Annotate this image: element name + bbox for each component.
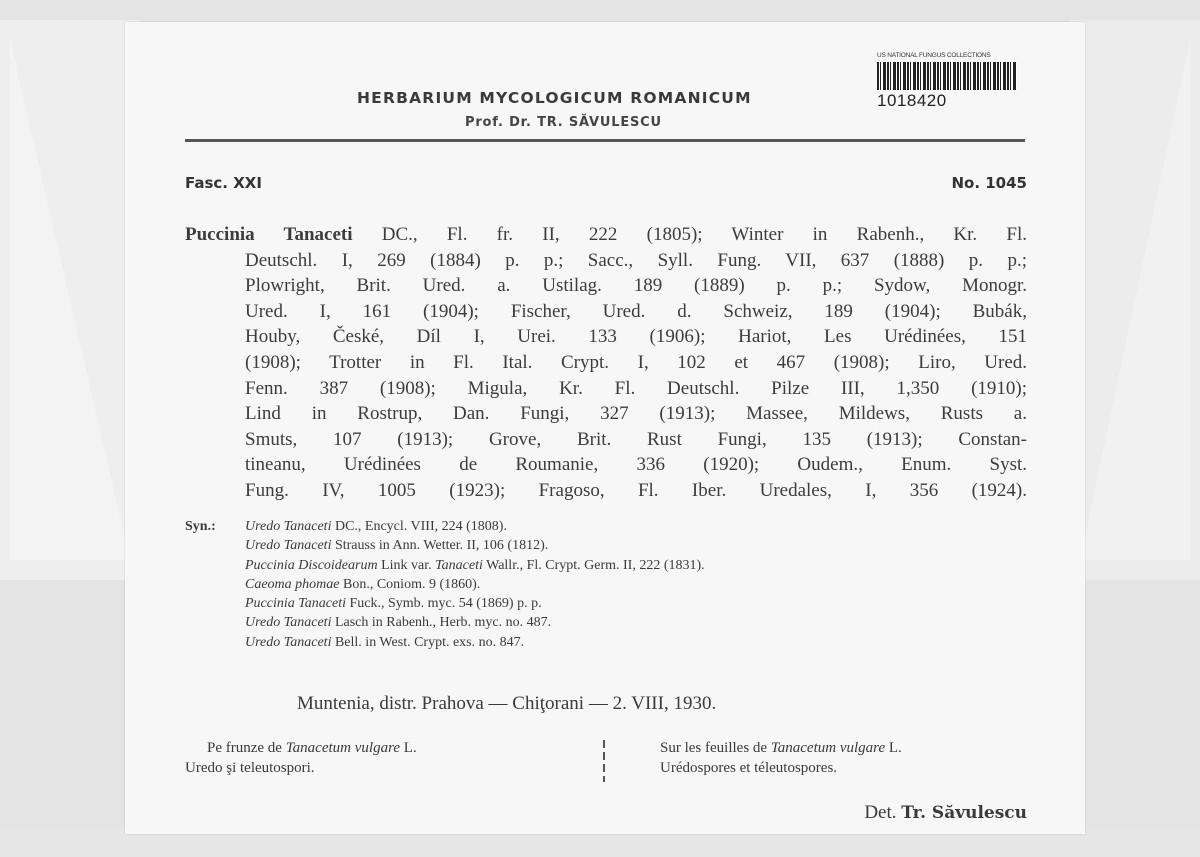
reference-line: Puccinia Tanaceti DC., Fl. fr. II, 222 (1805); Winter in Rabenh., Kr. Fl.: [185, 224, 1027, 245]
synonym-line: Caeoma phomae Bon., Coniom. 9 (1860).: [245, 576, 481, 592]
herbarium-title: HERBARIUM MYCOLOGICUM ROMANICUM: [357, 89, 752, 107]
reference-line: Fenn. 387 (1908); Migula, Kr. Fl. Deutschl. Pilze III, 1,350 (1910);: [245, 377, 1027, 399]
reference-line: Plowright, Brit. Ured. a. Ustilag. 189 (1889) p. p.; Sydow, Monogr.: [245, 275, 1027, 297]
barcode-number: 1018420: [877, 91, 947, 110]
reference-line: Houby, České, Díl I, Urei. 133 (1906); Hariot, Les Urédinées, 151: [245, 326, 1027, 348]
host-romanian: Pe frunze de Tanacetum vulgare L. Uredo şi teleutospori.: [185, 740, 417, 776]
herbarium-label: [125, 22, 1085, 834]
reference-line: Smuts, 107 (1913); Grove, Brit. Rust Fungi, 135 (1913); Constan-: [245, 428, 1027, 450]
fascicle-label: Fasc. XXI: [185, 174, 262, 192]
synonyms-label: Syn.:: [185, 519, 216, 534]
host-species: Tanacetum vulgare: [770, 740, 886, 756]
host-french: Sur les feuilles de Tanacetum vulgare L. Urédospores et téleutospores.: [660, 740, 902, 776]
synonym-line: Uredo Tanaceti Bell. in West. Crypt. exs. no. 847.: [245, 634, 525, 650]
reference-line: (1908); Trotter in Fl. Ital. Crypt. I, 102 et 467 (1908); Liro, Ured.: [245, 351, 1027, 373]
determination: Det. Tr. Săvulescu: [864, 802, 1027, 823]
envelope-flap-right: [1080, 40, 1190, 560]
synonym-line: Syn.: Uredo Tanaceti DC., Encycl. VIII, 224 (1808).: [185, 517, 1045, 536]
reference-line: Lind in Rostrup, Dan. Fungi, 327 (1913); Massee, Mildews, Rusts a.: [245, 403, 1027, 425]
barcode-institution: US NATIONAL FUNGUS COLLECTIONS: [877, 52, 991, 59]
herbarium-subtitle: Prof. Dr. TR. SĂVULESCU: [465, 115, 662, 130]
header-rule: [185, 139, 1025, 142]
envelope-flap-left: [10, 40, 130, 560]
determiner-name: Tr. Săvulescu: [901, 803, 1027, 823]
host-species: Tanacetum vulgare: [285, 740, 401, 756]
barcode-block: [877, 52, 1025, 112]
main-reference: [185, 222, 1027, 504]
specimen-number: No. 1045: [951, 174, 1027, 192]
reference-line: Ured. I, 161 (1904); Fischer, Ured. d. Schweiz, 189 (1904); Bubák,: [245, 300, 1027, 322]
column-divider: [603, 740, 605, 782]
barcode-bars: [877, 62, 1017, 90]
reference-line: Fung. IV, 1005 (1923); Fragoso, Fl. Iber. Uredales, I, 356 (1924).: [245, 479, 1027, 501]
synonym-line: Puccinia Discoidearum Link var. Tanaceti Wallr., Fl. Crypt. Germ. II, 222 (1831).: [245, 557, 705, 573]
reference-line: tineanu, Urédinées de Roumanie, 336 (1920); Oudem., Enum. Syst.: [245, 454, 1027, 476]
taxon-name: Puccinia Tanaceti: [185, 224, 353, 245]
synonyms-block: [185, 517, 1045, 652]
synonym-line: Uredo Tanaceti Strauss in Ann. Wetter. II, 106 (1812).: [245, 538, 549, 554]
reference-line: Deutschl. I, 269 (1884) p. p.; Sacc., Syll. Fung. VII, 637 (1888) p. p.;: [245, 249, 1027, 271]
collection-locality: Muntenia, distr. Prahova — Chiţorani — 2. VIII, 1930.: [297, 693, 717, 714]
synonym-line: Uredo Tanaceti Lasch in Rabenh., Herb. myc. no. 487.: [245, 615, 552, 631]
synonym-line: Puccinia Tanaceti Fuck., Symb. myc. 54 (1869) p. p.: [245, 596, 542, 612]
